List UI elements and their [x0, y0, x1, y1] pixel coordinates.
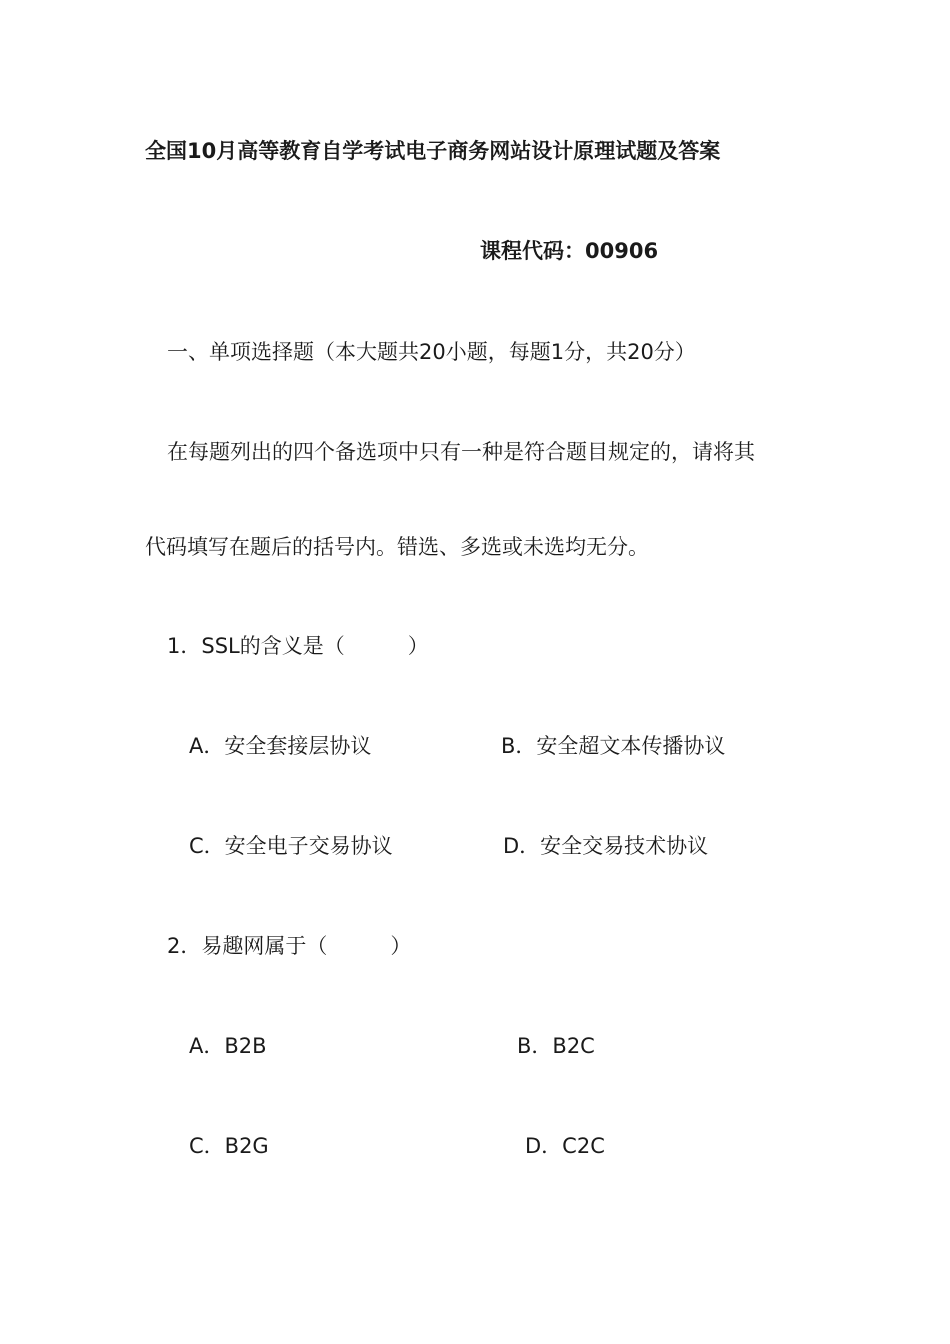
section-heading: 一、单项选择题（本大题共20小题，每题1分，共20分）	[167, 340, 696, 364]
question-2-option-a: A．B2B	[189, 1034, 267, 1058]
instructions-line-2: 代码填写在题后的括号内。错选、多选或未选均无分。	[145, 535, 649, 559]
question-2-stem: 2．易趣网属于（ ）	[167, 934, 412, 958]
document-title: 全国10月高等教育自学考试电子商务网站设计原理试题及答案	[145, 139, 721, 163]
question-1-option-d: D．安全交易技术协议	[503, 834, 709, 858]
question-1-option-b: B．安全超文本传播协议	[501, 734, 726, 758]
question-2-option-c: C．B2G	[189, 1134, 269, 1158]
question-2-option-b: B．B2C	[517, 1034, 595, 1058]
question-1-option-a: A．安全套接层协议	[189, 734, 372, 758]
question-1-option-c: C．安全电子交易协议	[189, 834, 393, 858]
question-2-option-d: D．C2C	[525, 1134, 605, 1158]
question-1-stem: 1．SSL的含义是（ ）	[167, 634, 429, 658]
instructions-line-1: 在每题列出的四个备选项中只有一种是符合题目规定的，请将其	[167, 440, 755, 464]
course-code: 课程代码：00906	[480, 239, 659, 263]
